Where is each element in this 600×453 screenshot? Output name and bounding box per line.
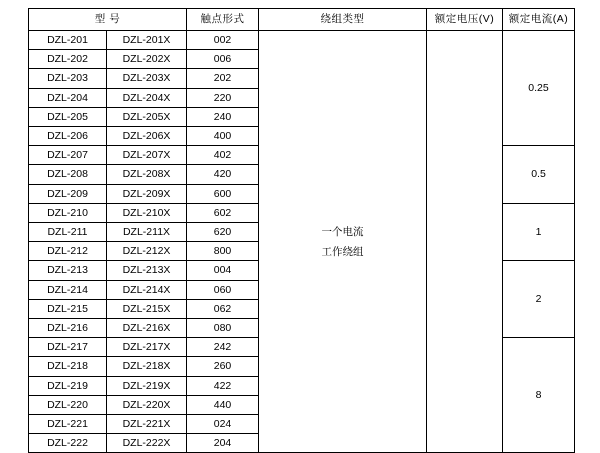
cell-contact-form: 400 (187, 127, 259, 146)
cell-model-b: DZL-221X (107, 415, 187, 434)
cell-contact-form: 204 (187, 434, 259, 453)
cell-model-b: DZL-207X (107, 146, 187, 165)
cell-model-b: DZL-208X (107, 165, 187, 184)
cell-model-b: DZL-202X (107, 50, 187, 69)
header-rated-current: 额定电流(A) (503, 9, 575, 31)
cell-model-a: DZL-204 (29, 88, 107, 107)
cell-model-a: DZL-209 (29, 184, 107, 203)
cell-contact-form: 080 (187, 319, 259, 338)
cell-model-b: DZL-201X (107, 31, 187, 50)
cell-rated-current: 0.5 (503, 146, 575, 204)
winding-type-line: 工作绕组 (321, 245, 364, 258)
cell-contact-form: 620 (187, 223, 259, 242)
cell-contact-form: 004 (187, 261, 259, 280)
cell-rated-current: 2 (503, 261, 575, 338)
cell-model-a: DZL-212 (29, 242, 107, 261)
cell-model-b: DZL-209X (107, 184, 187, 203)
cell-model-a: DZL-205 (29, 107, 107, 126)
header-row (29, 9, 575, 31)
cell-rated-current: 0.25 (503, 31, 575, 146)
cell-model-b: DZL-216X (107, 319, 187, 338)
cell-contact-form: 402 (187, 146, 259, 165)
cell-contact-form: 420 (187, 165, 259, 184)
cell-contact-form: 260 (187, 357, 259, 376)
cell-model-b: DZL-218X (107, 357, 187, 376)
cell-model-a: DZL-215 (29, 299, 107, 318)
header-rated-voltage: 额定电压(V) (427, 9, 503, 31)
winding-type-line: 一个电流 (321, 225, 364, 238)
header-model: 型 号 (29, 9, 187, 31)
cell-contact-form: 440 (187, 395, 259, 414)
table-body (29, 31, 575, 453)
cell-model-b: DZL-203X (107, 69, 187, 88)
cell-contact-form: 006 (187, 50, 259, 69)
cell-model-a: DZL-208 (29, 165, 107, 184)
cell-model-b: DZL-204X (107, 88, 187, 107)
cell-model-b: DZL-205X (107, 107, 187, 126)
cell-model-a: DZL-214 (29, 280, 107, 299)
cell-model-a: DZL-217 (29, 338, 107, 357)
cell-model-a: DZL-219 (29, 376, 107, 395)
cell-rated-voltage (427, 31, 503, 453)
cell-model-b: DZL-214X (107, 280, 187, 299)
cell-model-a: DZL-218 (29, 357, 107, 376)
cell-model-b: DZL-211X (107, 223, 187, 242)
cell-rated-current: 1 (503, 203, 575, 261)
cell-contact-form: 062 (187, 299, 259, 318)
cell-model-b: DZL-217X (107, 338, 187, 357)
cell-contact-form: 220 (187, 88, 259, 107)
cell-model-b: DZL-222X (107, 434, 187, 453)
cell-winding-type (259, 31, 427, 453)
cell-model-b: DZL-212X (107, 242, 187, 261)
cell-model-b: DZL-210X (107, 203, 187, 222)
cell-model-b: DZL-220X (107, 395, 187, 414)
cell-model-b: DZL-215X (107, 299, 187, 318)
cell-model-b: DZL-206X (107, 127, 187, 146)
table-row (29, 31, 575, 50)
table-header (29, 9, 575, 31)
cell-model-a: DZL-220 (29, 395, 107, 414)
cell-model-b: DZL-219X (107, 376, 187, 395)
cell-model-a: DZL-202 (29, 50, 107, 69)
cell-contact-form: 060 (187, 280, 259, 299)
cell-contact-form: 422 (187, 376, 259, 395)
cell-model-a: DZL-211 (29, 223, 107, 242)
cell-contact-form: 600 (187, 184, 259, 203)
cell-model-a: DZL-216 (29, 319, 107, 338)
cell-contact-form: 242 (187, 338, 259, 357)
cell-contact-form: 602 (187, 203, 259, 222)
cell-model-a: DZL-222 (29, 434, 107, 453)
cell-model-a: DZL-207 (29, 146, 107, 165)
cell-model-a: DZL-213 (29, 261, 107, 280)
cell-contact-form: 202 (187, 69, 259, 88)
cell-model-a: DZL-210 (29, 203, 107, 222)
cell-rated-current: 8 (503, 338, 575, 453)
cell-model-a: DZL-206 (29, 127, 107, 146)
header-contact-form: 触点形式 (187, 9, 259, 31)
cell-model-b: DZL-213X (107, 261, 187, 280)
specification-table (28, 8, 575, 453)
cell-contact-form: 800 (187, 242, 259, 261)
header-winding-type: 绕组类型 (259, 9, 427, 31)
cell-contact-form: 002 (187, 31, 259, 50)
cell-contact-form: 240 (187, 107, 259, 126)
cell-contact-form: 024 (187, 415, 259, 434)
cell-model-a: DZL-221 (29, 415, 107, 434)
cell-model-a: DZL-201 (29, 31, 107, 50)
cell-model-a: DZL-203 (29, 69, 107, 88)
